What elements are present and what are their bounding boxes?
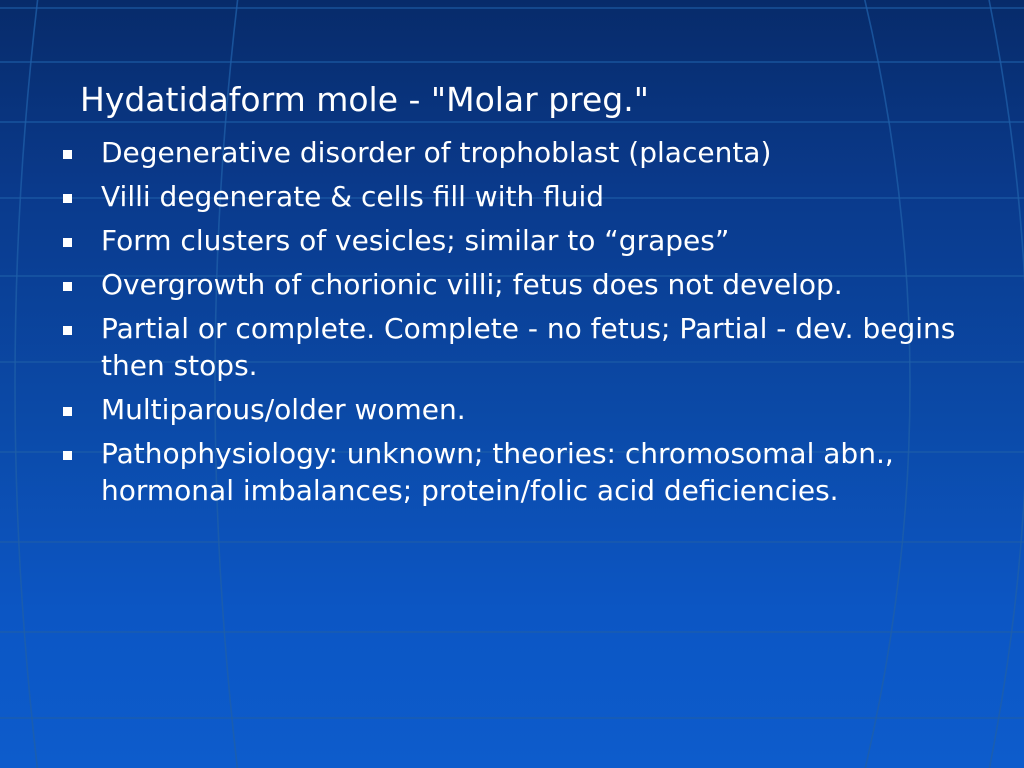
bullet-item [60, 178, 975, 215]
bullet-item [60, 435, 975, 509]
bullet-item [60, 310, 975, 384]
square-bullet-icon [63, 150, 72, 159]
bullet-text: Villi degenerate & cells fill with fluid [101, 180, 605, 213]
square-bullet-icon [63, 407, 72, 416]
bullet-text: Multiparous/older women. [101, 393, 466, 426]
bullet-list [60, 134, 975, 516]
square-bullet-icon [63, 194, 72, 203]
bullet-text: Partial or complete. Complete - no fetus; Partial - dev. begins then stops. [101, 312, 956, 382]
bullet-text: Pathophysiology: unknown; theories: chromosomal abn., hormonal imbalances; protein/folic acid deficiencies. [101, 437, 894, 507]
bullet-text: Form clusters of vesicles; similar to “grapes” [101, 224, 730, 257]
bullet-text: Degenerative disorder of trophoblast (placenta) [101, 136, 772, 169]
square-bullet-icon [63, 326, 72, 335]
bullet-item [60, 222, 975, 259]
bullet-text: Overgrowth of chorionic villi; fetus does not develop. [101, 268, 843, 301]
square-bullet-icon [63, 282, 72, 291]
slide-title: Hydatidaform mole - "Molar preg." [80, 80, 649, 119]
bullet-item [60, 391, 975, 428]
square-bullet-icon [63, 451, 72, 460]
bullet-item [60, 134, 975, 171]
bullet-item [60, 266, 975, 303]
square-bullet-icon [63, 238, 72, 247]
